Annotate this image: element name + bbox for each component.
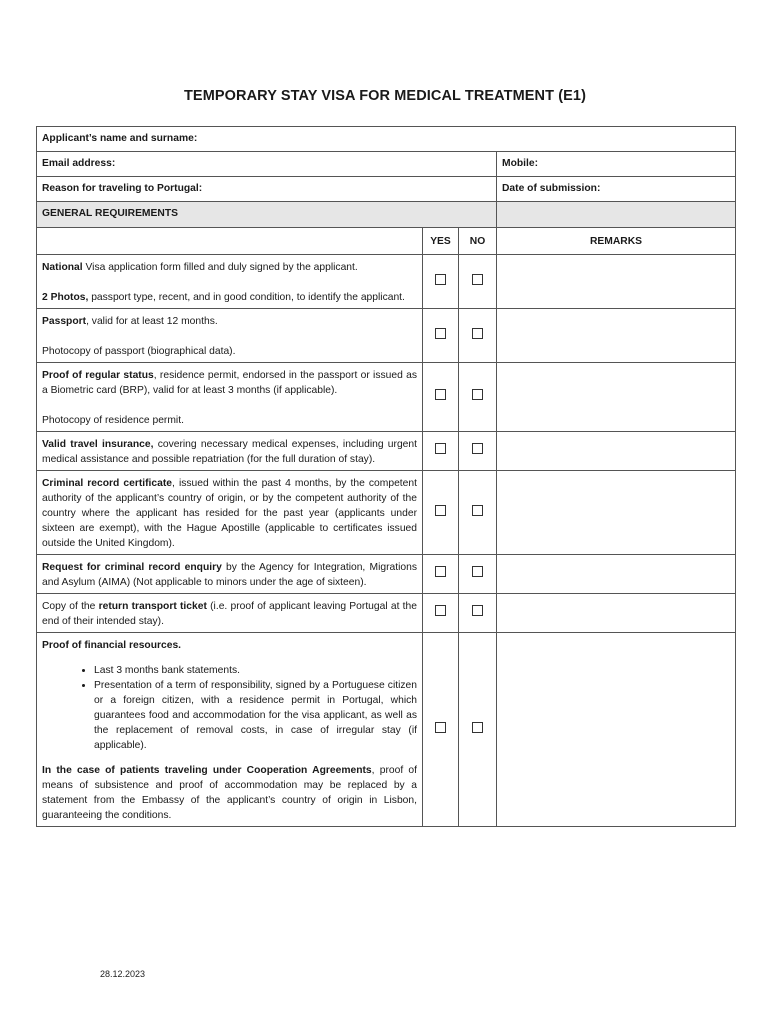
reason-row xyxy=(37,177,736,202)
page-title: TEMPORARY STAY VISA FOR MEDICAL TREATMENT (E1) xyxy=(183,88,587,104)
no-checkbox[interactable] xyxy=(472,328,483,339)
requirement-row xyxy=(37,471,736,555)
requirement-detail: passport type, recent, and in good condition, to identify the applicant. xyxy=(88,292,405,303)
requirement-row xyxy=(37,309,736,363)
yes-checkbox[interactable] xyxy=(435,505,446,516)
remarks-cell[interactable] xyxy=(497,633,736,827)
remarks-cell[interactable] xyxy=(497,309,736,363)
no-cell xyxy=(459,363,497,432)
no-cell xyxy=(459,471,497,555)
mobile-field[interactable] xyxy=(497,152,736,177)
requirement-bold: Passport xyxy=(42,316,87,327)
requirement-detail: Photocopy of residence permit. xyxy=(42,415,184,426)
column-header-blank xyxy=(37,228,423,255)
yes-checkbox[interactable] xyxy=(435,605,446,616)
no-checkbox[interactable] xyxy=(472,605,483,616)
list-item: • Last 3 months bank statements. xyxy=(94,663,417,678)
yes-cell xyxy=(423,594,459,633)
email-label: Email address: xyxy=(42,158,116,169)
requirement-row xyxy=(37,594,736,633)
requirement-bold: National xyxy=(42,262,83,273)
yes-cell xyxy=(423,555,459,594)
requirement-row xyxy=(37,432,736,471)
remarks-cell[interactable] xyxy=(497,594,736,633)
requirement-bold: return transport ticket xyxy=(98,601,207,612)
yes-cell xyxy=(423,471,459,555)
remarks-cell[interactable] xyxy=(497,432,736,471)
applicant-name-label: Applicant’s name and surname: xyxy=(42,133,198,144)
no-cell xyxy=(459,255,497,309)
email-row xyxy=(37,152,736,177)
requirement-bold: Request for criminal record enquiry xyxy=(42,562,222,573)
yes-cell xyxy=(423,255,459,309)
requirement-bold: Proof of regular status xyxy=(42,370,154,381)
footer-date: 28.12.2023 xyxy=(100,969,146,979)
no-cell xyxy=(459,555,497,594)
section-row xyxy=(37,202,736,228)
no-cell xyxy=(459,633,497,827)
section-heading-cell xyxy=(37,202,497,228)
no-checkbox[interactable] xyxy=(472,443,483,454)
no-checkbox[interactable] xyxy=(472,389,483,400)
requirement-detail: covering necessary medical expenses, including urgent medical assistance and possible repatriation (for the full duration of stay). xyxy=(42,439,417,465)
yes-checkbox[interactable] xyxy=(435,566,446,577)
remarks-cell[interactable] xyxy=(497,255,736,309)
remarks-cell[interactable] xyxy=(497,471,736,555)
yes-cell xyxy=(423,633,459,827)
remarks-cell[interactable] xyxy=(497,363,736,432)
financial-list xyxy=(42,663,417,753)
requirement-bold: Criminal record certificate xyxy=(42,478,173,489)
section-heading: GENERAL REQUIREMENTS xyxy=(42,208,178,219)
requirement-text xyxy=(37,363,423,432)
yes-checkbox[interactable] xyxy=(435,722,446,733)
requirement-row xyxy=(37,255,736,309)
requirement-text xyxy=(37,255,423,309)
requirement-row xyxy=(37,633,736,827)
requirement-detail: by the Agency for Integration, Migrations and Asylum (AIMA) (Not applicable to minors under the age of sixteen). xyxy=(42,562,417,588)
requirement-text xyxy=(37,471,423,555)
requirement-text xyxy=(37,594,423,633)
requirement-text xyxy=(37,309,423,363)
no-cell xyxy=(459,309,497,363)
requirement-row xyxy=(37,363,736,432)
yes-checkbox[interactable] xyxy=(435,274,446,285)
requirement-row xyxy=(37,555,736,594)
email-field[interactable] xyxy=(37,152,497,177)
no-checkbox[interactable] xyxy=(472,566,483,577)
requirement-detail: , issued within the past 4 months, by the competent authority of the applicant’s country of origin, or by the competent authority of the country where the applicant has resided for the past year (applicants under sixteen are exempt), with the Hague Apostille (applicable to certificates issued outside the United Kingdom). xyxy=(42,478,417,549)
no-header: NO xyxy=(459,228,497,255)
yes-header: YES xyxy=(423,228,459,255)
yes-checkbox[interactable] xyxy=(435,328,446,339)
no-checkbox[interactable] xyxy=(472,274,483,285)
yes-cell xyxy=(423,363,459,432)
no-cell xyxy=(459,594,497,633)
requirement-detail: , proof of means of subsistence and proof of accommodation may be replaced by a statement from the Embassy of the applicant’s country of origin in Lisbon, guaranteeing the conditions. xyxy=(42,765,418,821)
requirements-table xyxy=(36,126,736,827)
remarks-header: REMARKS xyxy=(497,228,736,255)
applicant-name-field[interactable] xyxy=(37,127,736,152)
column-header-row xyxy=(37,228,736,255)
reason-field[interactable] xyxy=(37,177,497,202)
requirement-detail: Visa application form filled and duly signed by the applicant. xyxy=(82,262,358,273)
requirement-bold: 2 Photos, xyxy=(42,292,89,303)
yes-cell xyxy=(423,432,459,471)
requirement-text xyxy=(37,432,423,471)
no-checkbox[interactable] xyxy=(472,722,483,733)
date-submission-field[interactable] xyxy=(497,177,736,202)
requirement-detail: , residence permit, endorsed in the passport or issued as a Biometric card (BRP), valid for at least 3 months (if applicable). xyxy=(42,370,418,396)
requirement-detail: Photocopy of passport (biographical data). xyxy=(42,346,236,357)
list-item: • Presentation of a term of responsibility, signed by a Portuguese citizen or a foreign citizen, with a residence permit in Portugal, which guarantees food and accommodation for the visa applicant, as well as the replacement of removal costs, in case of irregular stay (if applicable). xyxy=(94,678,417,753)
requirement-detail: , valid for at least 12 months. xyxy=(86,316,218,327)
requirement-bold: Proof of financial resources. xyxy=(42,640,182,651)
yes-cell xyxy=(423,309,459,363)
remarks-cell[interactable] xyxy=(497,555,736,594)
yes-checkbox[interactable] xyxy=(435,443,446,454)
yes-checkbox[interactable] xyxy=(435,389,446,400)
requirement-bold: Valid travel insurance, xyxy=(42,439,154,450)
section-heading-remarks xyxy=(497,202,736,228)
requirement-text xyxy=(37,633,423,827)
reason-label: Reason for traveling to Portugal: xyxy=(42,183,203,194)
no-checkbox[interactable] xyxy=(472,505,483,516)
requirement-detail: (i.e. proof of applicant leaving Portugal at the end of their intended stay). xyxy=(42,601,417,627)
requirement-bold: In the case of patients traveling under Cooperation Agreements xyxy=(42,765,372,776)
applicant-name-row xyxy=(37,127,736,152)
mobile-label: Mobile: xyxy=(502,158,539,169)
no-cell xyxy=(459,432,497,471)
date-submission-label: Date of submission: xyxy=(502,183,601,194)
requirement-detail: Copy of the xyxy=(42,601,99,612)
requirement-text xyxy=(37,555,423,594)
